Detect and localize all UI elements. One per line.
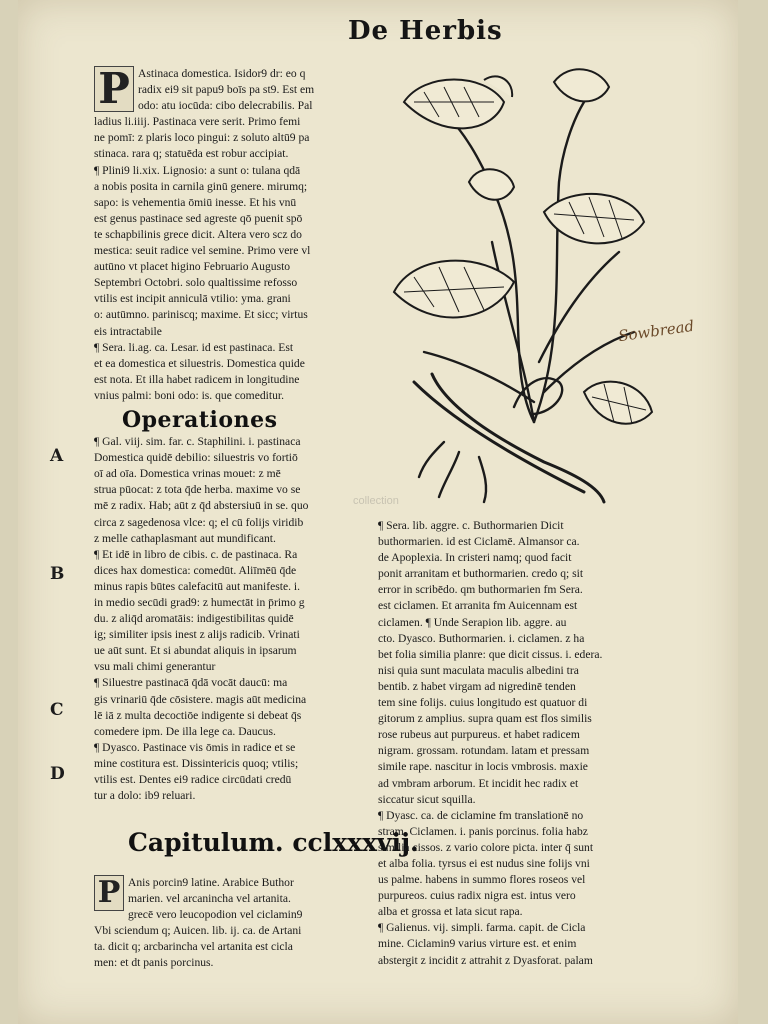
text-line: stinaca. rara q; statuēda est robur accipiat. [94,147,289,161]
margin-letter-b: B [50,564,65,584]
text-line: nigram. grossam. rotundam. latam et pressam [378,744,590,758]
text-line: tem sine folijs. cuius longitudo est quatuor di [378,696,588,710]
text-line: vsu mali chimi generantur [94,660,216,674]
text-line: dices hax domestica: comedūt. Aliīmēū q̄de [94,563,297,577]
text-line: alba et grossa et lata sicut rapa. [378,905,523,919]
margin-letter-d: D [50,764,65,784]
margin-letter-a: A [50,446,64,466]
text-line: et ea domestica et siluestris. Domestica quide [94,356,305,370]
text-line: circa z sagedenosa vlce: q; el cū folijs viridib [94,515,304,529]
text-line: bet folia similia planre: que dicit cissus. i. edera. [378,647,603,661]
text-line: ¶ Plini9 li.xix. Lignosio: a sunt o: tulana qdā [94,163,301,177]
dropcap-initial: P [94,66,134,112]
text-line: de Apoplexia. In cristeri namq; quod facit [378,551,572,565]
left-column [94,66,384,804]
text-line: te schapbilinis grece dicit. Altera vero scz do [94,227,302,241]
text-line: ad vmbram arborum. Et incidit hec radix et [378,776,579,790]
text-line: ne pomī: z plaris loco pingui: z soluto altū9 pa [94,131,310,145]
text-line: eis intractabile [94,324,162,338]
text-line: odo: atu iocūda: cibo delecrabilis. Pal [138,99,313,113]
text-line: mē z radix. Hab; aūt z q̄d abstersiuū in se. quo [94,499,309,513]
pastinaca-text [94,66,384,404]
text-line: ta. dicit q; arcbarincha vel artanita est cicla [94,940,293,954]
text-line: buthormarien. id est Ciclamē. Almansor ca. [378,535,580,549]
text-line: error in scribēdo. qm buthormarien fm Sera. [378,583,583,597]
chapter-text [94,875,384,972]
text-line: est genus pastinace sed agreste qō puenit spō [94,211,303,225]
text-line: autūno vt placet higino Februario Augusto [94,260,291,274]
text-line: o: autūmno. pariniscq; maxime. Et sicc; virtus [94,308,308,322]
cyclamen-woodcut-illustration [384,62,660,512]
text-line: radix ei9 sit papu9 boīs pa st9. Est em [138,83,315,97]
text-line: cto. Dyasco. Buthormarien. i. ciclamen. z ha [378,631,585,645]
text-line: men: et dt panis porcinus. [94,956,214,970]
text-line: est ciclamen. Et arranita fm Auicennam est [378,599,578,613]
text-line: Anis porcin9 latine. Arabice Buthor [128,876,294,889]
text-line: purpureos. cuius radix nigra est. intus vero [378,889,576,903]
right-column [378,518,688,969]
text-line: oī ad oīa. Domestica vrinas mouet: z mē [94,467,281,481]
text-line: gis vrinariū q̄de cōsistere. magis aūt medicina [94,692,307,706]
plant-stem-right [534,102,584,422]
text-line: ¶ Dyasco. Pastinace vis ōmis in radice et se [94,740,296,754]
plant-stem-inner [492,242,534,422]
text-line: ¶ Dyasc. ca. de ciclamine fm translationē no [378,808,584,822]
text-line: ladius li.iiij. Pastinaca vere serit. Primo femi [94,115,301,129]
text-line: vnius palmi: boni odo: is. que comeditur. [94,388,284,402]
text-line: est nota. Et illa habet radicem in longitudine [94,372,300,386]
margin-letter-c: C [50,700,64,720]
text-line: ¶ Sera. lib. aggre. c. Buthormarien Dicit [378,519,564,532]
text-line: gitorum z amplius. supra quam est flos similis [378,712,592,726]
text-line: Vbi sciendum q; Auicen. lib. ij. ca. de Artani [94,924,302,938]
text-line: ¶ Siluestre pastinacā q̄dā vocāt daucū: ma [94,676,288,690]
text-line: z melle cathaplasmant aut mundificant. [94,531,276,545]
plant-leaf-stalk-left [424,352,534,402]
text-line: sapo: is vehementia ōmiū inesse. Et his vnū [94,195,297,209]
text-line: vtilis est incipit anniculā vtilio: yma. grani [94,292,291,306]
text-line: comedere ipm. De illa lege ca. Daucus. [94,724,276,738]
book-page [18,0,738,1024]
chapter-title: Capitulum. cclxxxvij. [128,828,419,857]
text-line: mestica: seuit radice vel semine. Primo vere vl [94,244,311,258]
text-line: a nobis posita in carnila ginū genere. mirumq; [94,179,308,193]
text-line: et alba folia. tyrsus ei est nudus sine folijs vni [378,856,590,870]
chapter-dropcap: P [94,875,124,911]
text-line: simile rape. nascitur in locis vmbrosis. maxie [378,760,588,774]
text-line: ue aūt sunt. Et si abundat aliquis in ipsarum [94,644,297,658]
text-line: Septembri Octobri. solo qualtissime refosso [94,276,298,290]
text-line: ¶ Gal. viij. sim. far. c. Staphilini. i. pastinaca [94,435,301,449]
text-line: minus rapis būtes calefacitū aut manifeste. i. [94,579,301,593]
text-line: tur a dolo: ib9 reluari. [94,789,196,803]
text-line: stram. Ciclamen. i. panis porcinus. folia habz [378,824,588,838]
text-line: ¶ Et idē in libro de cibis. c. de pastinaca. Ra [94,547,298,561]
text-line: ciclamen. ¶ Unde Serapion lib. aggre. au [378,615,567,629]
leaf-bottom-right [584,382,652,424]
flower-middle [469,169,514,199]
text-line: ponit arranitam et buthormarien. credo q; sit [378,567,584,581]
handwritten-annotation: Sowbread [617,316,696,346]
text-line: grecē vero leucopodion vel ciclamin9 [128,908,303,922]
text-line: marien. vel arcanincha vel artanita. [128,892,291,906]
text-line: in medio secūdi grad9: z humectāt in p̄rimo g [94,596,305,609]
text-line: lē iā z multa decoctiōe indigente si debeat q̄s [94,708,302,722]
text-line: mine. Ciclamin9 varius virture est. et enim [378,937,577,951]
text-line: du. z aliq̄d aromatāis: indigestibilitas quidē [94,612,294,626]
text-line: bentib. z habet virgam ad nigredinē tenden [378,679,576,693]
leaf-middle-right [544,194,644,243]
chapter-lines [94,875,384,972]
text-line: abstergit z incidit z attrahit z Dyasforat. palam [378,953,593,967]
text-line: similia cissos. z vario colore picta. inter q̄ sunt [378,840,594,854]
running-head: De Herbis [348,16,503,46]
text-line: Astinaca domestica. Isidor9 dr: eo q [138,67,306,80]
text-line: siccatur sicut squilla. [378,792,476,806]
watermark: collection [353,495,399,507]
text-line: vtilis est. Dentes ei9 radice circūdati credū [94,773,292,787]
text-line: ¶ Sera. li.ag. ca. Lesar. id est pastinaca. Est [94,340,294,354]
text-line: strua pūocat: z tota q̄de herba. maxime vo se [94,483,301,497]
text-line: Domestica quidē debilio: siluestris vo fortiō [94,451,298,465]
flower-top-right [554,69,609,101]
text-line: rose rubeus aut purpureus. et habet radicem [378,728,580,742]
leaf-top-left [404,80,504,129]
operationes-text [94,434,384,804]
text-line: us palme. habens in summo flores roseos vel [378,873,586,887]
section-heading-operationes: Operationes [122,406,278,433]
text-line: nisi quia sunt maculata maculis albedini tra [378,663,579,677]
text-line: mine costitura est. Dissintericis quoq; vtilis; [94,756,299,770]
text-line: ig; similiter ipsis inest z alijs radicib. Vrinati [94,628,300,642]
text-line: ¶ Galienus. vij. simpli. farma. capit. de Cicla [378,921,586,935]
